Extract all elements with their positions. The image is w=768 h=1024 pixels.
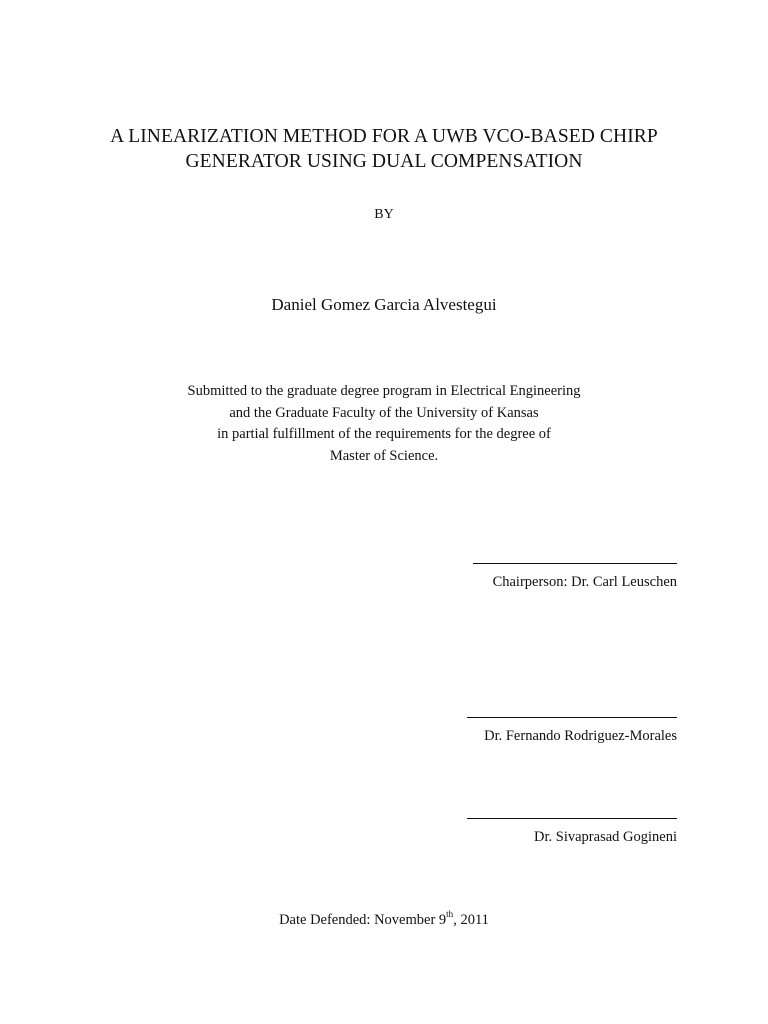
signature-line [473, 563, 677, 564]
thesis-title [0, 124, 768, 174]
date-ordinal-suffix: th [446, 909, 454, 920]
signature-name-committee-1: Dr. Fernando Rodriguez-Morales [484, 728, 677, 744]
submission-line-3: in partial fulfillment of the requirements for the degree of [217, 426, 551, 442]
date-defended-prefix: Date Defended: November 9 [279, 912, 447, 928]
submission-line-2: and the Graduate Faculty of the University of Kansas [229, 404, 539, 421]
submission-statement [0, 381, 768, 467]
signature-name-chairperson: Chairperson: Dr. Carl Leuschen [492, 574, 677, 590]
by-label: BY [374, 207, 394, 222]
signature-line [467, 717, 677, 718]
signature-block-committee-2 [467, 818, 677, 846]
signature-block-chairperson [473, 563, 677, 591]
date-defended-year: , 2011 [453, 912, 489, 928]
signature-name-committee-2: Dr. Sivaprasad Gogineni [534, 829, 677, 845]
submission-line-1: Submitted to the graduate degree program in Electrical Engineering [187, 383, 581, 399]
submission-line-4: Master of Science. [329, 447, 439, 464]
thesis-title-line-1: A LINEARIZATION METHOD FOR A UWB VCO-BASED CHIRP [110, 126, 658, 147]
signature-line [467, 818, 677, 819]
thesis-title-line-2: GENERATOR USING DUAL COMPENSATION [185, 151, 583, 172]
author-name: Daniel Gomez Garcia Alvestegui [271, 295, 497, 314]
signature-block-committee-1 [467, 717, 677, 745]
date-defended [0, 910, 768, 930]
